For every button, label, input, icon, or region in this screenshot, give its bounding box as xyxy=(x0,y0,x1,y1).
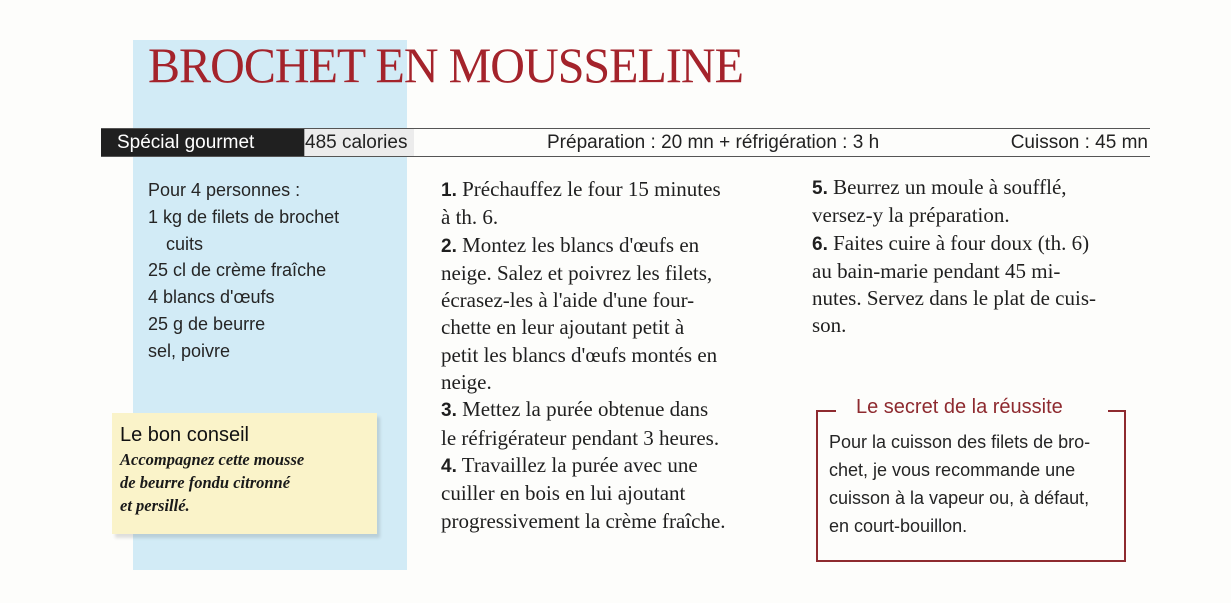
step-text-line: petit les blancs d'œufs montés en xyxy=(441,342,718,367)
step-text-line: Préchauffez le four 15 minutes xyxy=(462,177,721,201)
info-bar xyxy=(101,128,1150,157)
step-number: 3. xyxy=(441,400,457,422)
step-text-line: versez-y la préparation. xyxy=(812,203,1010,228)
ingredients-heading: Pour 4 personnes : xyxy=(148,180,301,200)
step-text-line: le réfrigérateur pendant 3 heures. xyxy=(441,425,720,450)
tip-line: Accompagnez cette mousse xyxy=(120,450,305,469)
ingredient-item: sel, poivre xyxy=(148,340,231,361)
step-1 xyxy=(441,176,783,232)
step-number: 4. xyxy=(441,455,457,477)
step-text-line: neige. xyxy=(441,370,492,395)
ingredient-item: 4 blancs d'œufs xyxy=(148,287,275,308)
step-number: 1. xyxy=(441,180,457,201)
step-2 xyxy=(441,232,783,397)
ingredients-list xyxy=(148,177,398,365)
step-5 xyxy=(812,174,1152,230)
step-text-line: au bain-marie pendant 45 mi- xyxy=(812,258,1061,283)
secret-box xyxy=(816,396,1126,562)
step-text-line: écrasez-les à l'aide d'une four- xyxy=(441,288,695,313)
tip-line: et persillé. xyxy=(120,496,190,515)
step-text-line: Travaillez la purée avec une xyxy=(461,452,698,477)
step-number: 5. xyxy=(812,178,828,199)
step-text-line: Faites cuire à four doux (th. 6) xyxy=(833,230,1090,255)
step-text-line: chette en leur ajoutant petit à xyxy=(441,315,685,340)
secret-line: chet, je vous recommande une xyxy=(829,460,1076,480)
step-text-line: Beurrez un moule à soufflé, xyxy=(833,175,1067,199)
secret-line: Pour la cuisson des filets de bro- xyxy=(829,432,1091,452)
secret-border-top-left xyxy=(816,410,836,412)
cooking-time: Cuisson : 45 mn xyxy=(1010,132,1148,153)
step-text-line: nutes. Servez dans le plat de cuis- xyxy=(812,286,1096,311)
category-badge: Spécial gourmet xyxy=(101,129,304,156)
tip-line: de beurre fondu citronné xyxy=(120,473,291,492)
step-text-line: cuiller en bois en lui ajoutant xyxy=(441,481,686,506)
calories-value: 485 calories xyxy=(304,129,414,156)
step-text-line: progressivement la crème fraîche. xyxy=(441,508,726,533)
step-4 xyxy=(441,452,783,535)
tip-title: Le bon conseil xyxy=(120,424,249,446)
secret-title: Le secret de la réussite xyxy=(856,396,1063,418)
tip-box xyxy=(112,413,377,534)
steps-column-2 xyxy=(812,174,1152,340)
secret-line: cuisson à la vapeur ou, à défaut, xyxy=(829,488,1090,508)
step-text-line: neige. Salez et poivrez les filets, xyxy=(441,260,713,285)
recipe-title: BROCHET EN MOUSSELINE xyxy=(148,37,743,93)
preparation-time: Préparation : 20 mn + réfrigération : 3 h xyxy=(547,132,880,153)
step-number: 6. xyxy=(812,233,828,255)
step-text-line: Montez les blancs d'œufs en xyxy=(462,232,700,257)
secret-text xyxy=(829,428,1121,540)
ingredient-item: 25 cl de crème fraîche xyxy=(148,260,327,281)
step-text-line: à th. 6. xyxy=(441,205,499,230)
ingredient-item: 25 g de beurre xyxy=(148,313,266,334)
step-text-line: Mettez la purée obtenue dans xyxy=(462,397,709,422)
step-text-line: son. xyxy=(812,313,847,338)
ingredient-item: cuits xyxy=(166,233,204,254)
tip-text xyxy=(120,448,369,517)
step-number: 2. xyxy=(441,235,457,257)
step-6 xyxy=(812,230,1152,340)
step-3 xyxy=(441,396,783,452)
secret-line: en court-bouillon. xyxy=(829,516,968,536)
secret-border-top-right xyxy=(1108,410,1126,412)
ingredient-item: 1 kg de filets de brochet xyxy=(148,206,340,227)
steps-column-1 xyxy=(441,176,783,535)
